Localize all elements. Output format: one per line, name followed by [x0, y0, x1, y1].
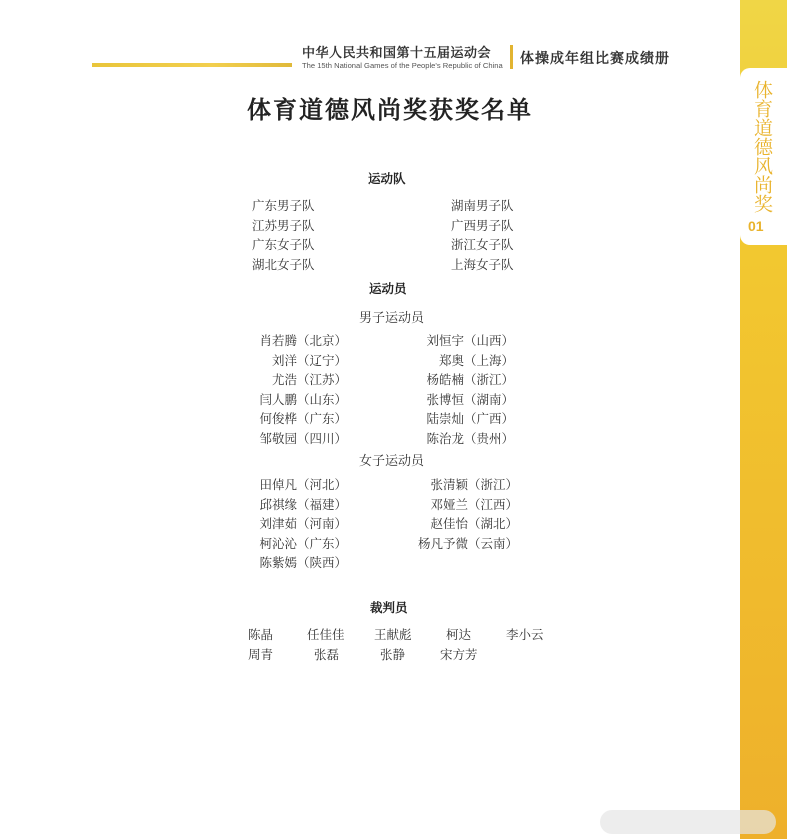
header-cn-title: 中华人民共和国第十五届运动会 — [302, 46, 492, 61]
list-item: 杨凡予微（云南） — [417, 535, 518, 551]
list-item: 陈治龙（贵州） — [426, 430, 514, 446]
teams-heading: 运动队 — [368, 171, 406, 186]
list-item: 湖南男子队 — [451, 198, 514, 213]
list-item: 陈紫嫣（陕西） — [259, 555, 347, 571]
list-item: 江苏男子队 — [252, 217, 315, 233]
header-separator — [510, 45, 513, 69]
list-item: 闫人鹏（山东） — [259, 391, 347, 407]
list-item: 湖北女子队 — [252, 256, 315, 272]
list-item: 赵佳怡（湖北） — [430, 516, 518, 532]
list-item: 王献彪 — [374, 627, 412, 642]
list-item: 刘津茹（河南） — [259, 516, 347, 532]
list-item: 肖若腾（北京） — [259, 333, 347, 348]
women-right-list — [400, 475, 518, 553]
list-item: 陆崇灿（广西） — [426, 411, 514, 427]
men-right-list — [400, 331, 514, 449]
side-tab-title: 体育道德风尚奖 — [751, 80, 773, 213]
list-item: 刘恒宇（山西） — [426, 333, 514, 348]
list-item: 张清颖（浙江） — [430, 477, 518, 492]
list-item: 柯达 — [446, 627, 472, 642]
list-item: 何俊桦（广东） — [259, 411, 347, 427]
header-en-title: The 15th National Games of the People's Republic of China — [302, 61, 503, 70]
referees-heading: 裁判员 — [370, 600, 408, 615]
list-item: 邱祺缘（福建） — [259, 496, 347, 512]
list-item: 张静 — [380, 647, 406, 662]
list-item: 田倬凡（河北） — [259, 477, 347, 492]
men-athletes-heading: 男子运动员 — [359, 311, 425, 326]
list-item: 尤浩（江苏） — [271, 372, 347, 388]
list-item: 李小云 — [506, 627, 544, 642]
athletes-heading: 运动员 — [369, 281, 407, 296]
page-title: 体育道德风尚奖获奖名单 — [247, 96, 533, 124]
list-item: 宋方芳 — [440, 647, 478, 662]
women-athletes-heading: 女子运动员 — [359, 454, 425, 469]
list-item: 张磊 — [314, 647, 340, 662]
list-item: 广东男子队 — [252, 198, 315, 213]
list-item: 浙江女子队 — [451, 237, 514, 253]
list-item: 邓娅兰（江西） — [430, 496, 518, 512]
women-left-list — [240, 475, 347, 573]
header-gold-rule — [92, 63, 292, 67]
list-item: 上海女子队 — [451, 256, 514, 272]
men-left-list — [240, 331, 347, 449]
list-item: 广西男子队 — [451, 217, 514, 233]
list-item: 周青 — [248, 647, 274, 662]
teams-left-list — [252, 196, 315, 274]
list-item: 张博恒（湖南） — [426, 391, 514, 407]
list-item: 郑奥（上海） — [438, 352, 514, 368]
list-item: 杨皓楠（浙江） — [426, 372, 514, 388]
list-item: 陈晶 — [248, 627, 274, 642]
list-item: 任佳佳 — [307, 627, 345, 642]
list-item: 刘洋（辽宁） — [271, 352, 347, 368]
header-book-title: 体操成年组比赛成绩册 — [520, 51, 670, 67]
list-item: 柯沁沁（广东） — [259, 535, 347, 551]
list-item: 邹敬园（四川） — [259, 430, 347, 446]
list-item: 广东女子队 — [252, 237, 315, 253]
teams-right-list — [451, 196, 514, 274]
watermark-overlay — [600, 810, 776, 834]
side-tab-page-number: 01 — [748, 218, 764, 234]
